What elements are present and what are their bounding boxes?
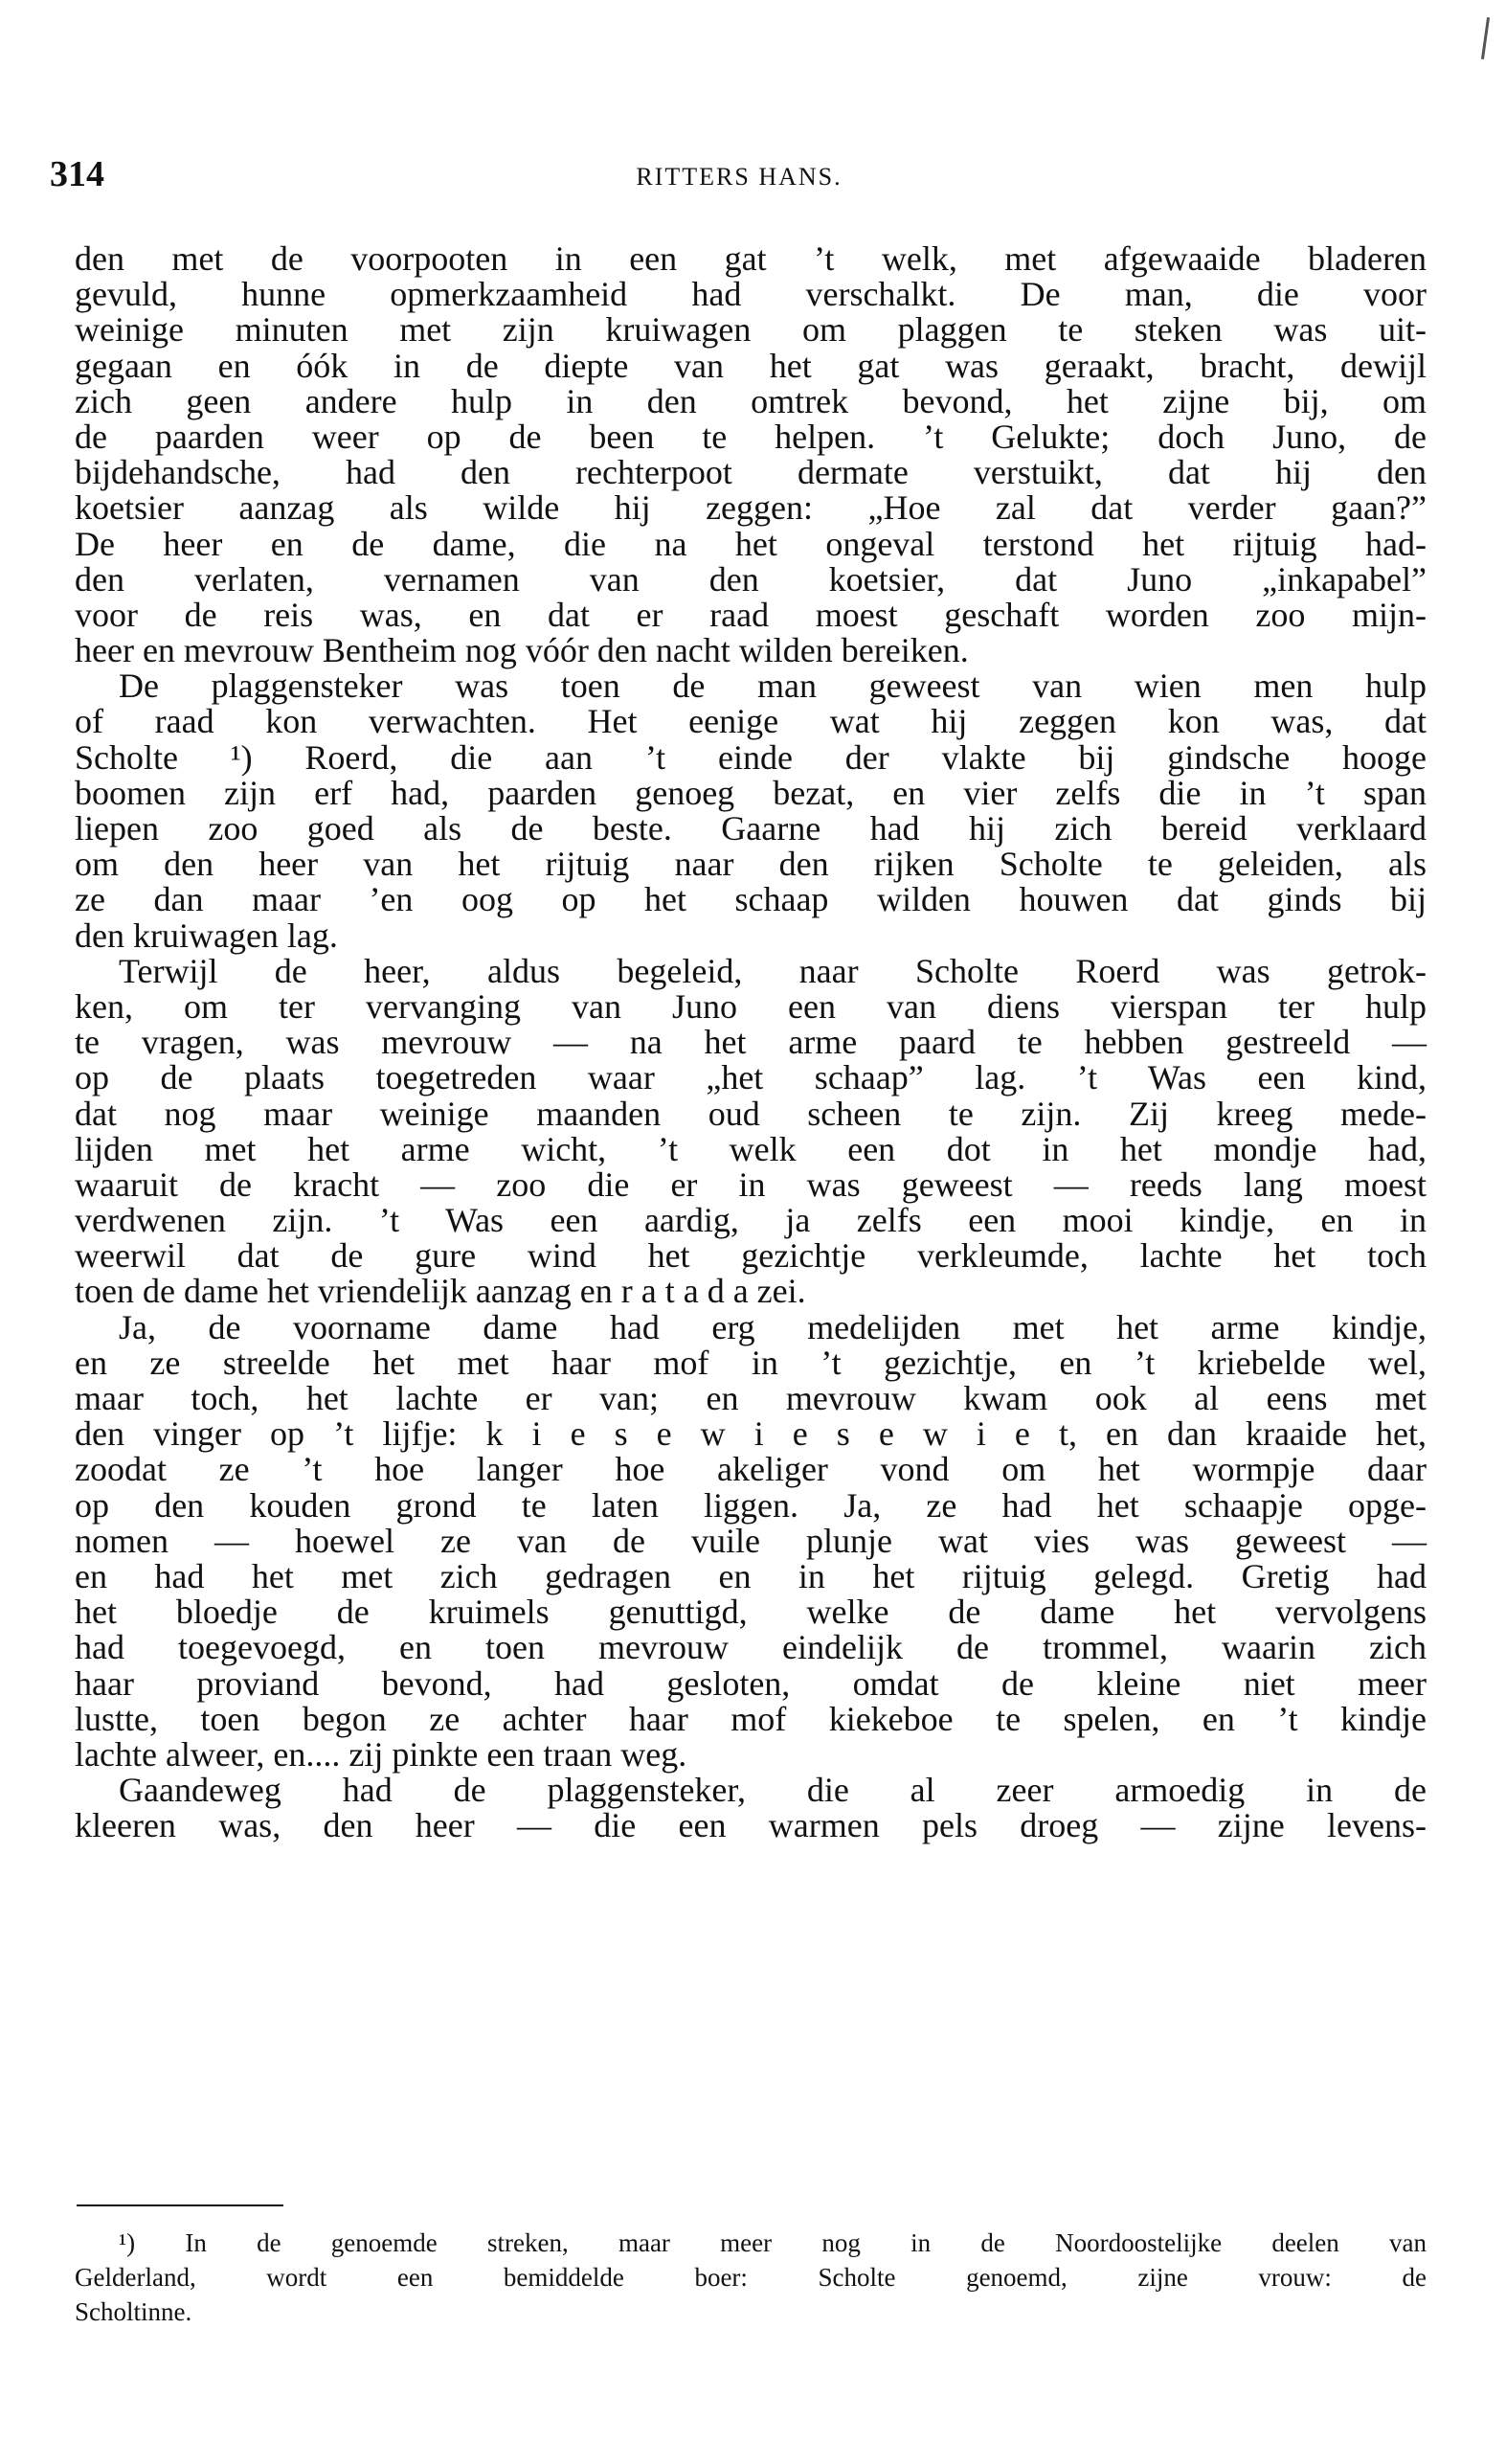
text-line: De heer en de dame, die na het ongeval terstond het rijtuig had- <box>75 524 1427 563</box>
text-line: bijdehandsche, had den rechterpoot dermate verstuikt, dat hij den <box>75 453 1427 492</box>
text-line: De plaggensteker was toen de man geweest van wien men hulp <box>119 667 1427 706</box>
text-line: gegaan en óók in de diepte van het gat was geraakt, bracht, dewijl <box>75 346 1427 385</box>
text-line: den vinger op ’t lijfje: k i e s e w i e s e w i e t, en dan kraaide het, <box>75 1414 1427 1454</box>
text-line: te vragen, was mevrouw — na het arme paard te hebben gestreeld — <box>75 1023 1427 1062</box>
text-line: heer en mevrouw Bentheim nog vóór den nacht wilden bereiken. <box>75 631 969 670</box>
text-line: om den heer van het rijtuig naar den rijken Scholte te geleiden, als <box>75 845 1427 884</box>
text-line: verdwenen zijn. ’t Was een aardig, ja zelfs een mooi kindje, en in <box>75 1201 1427 1240</box>
text-line: den kruiwagen lag. <box>75 916 338 955</box>
text-line: weerwil dat de gure wind het gezichtje verkleumde, lachte het toch <box>75 1236 1427 1276</box>
text-line: de paarden weer op de been te helpen. ’t Gelukte; doch Juno, de <box>75 417 1427 456</box>
text-line: waaruit de kracht — zoo die er in was geweest — reeds lang moest <box>75 1164 1427 1204</box>
text-line: boomen zijn erf had, paarden genoeg bezat, en vier zelfs die in ’t span <box>75 773 1427 812</box>
text-line: maar toch, het lachte er van; en mevrouw kwam ook al eens met <box>75 1379 1427 1417</box>
footnote-divider <box>77 2204 283 2206</box>
text-line: gevuld, hunne opmerkzaamheid had verschalkt. De man, die voor <box>75 275 1427 314</box>
text-line: Scholte ¹) Roerd, die aan ’t einde der vlakte bij gindsche hooge <box>75 737 1427 777</box>
footnote-line: ¹) In de genoemde streken, maar meer nog in de Noordoostelijke deelen van <box>119 2228 1427 2257</box>
footnote-line: Scholtinne. <box>75 2297 192 2326</box>
text-line: Ja, de voorname dame had erg medelijden met het arme kindje, <box>119 1307 1427 1346</box>
text-line: het bloedje de kruimels genuttigd, welke de dame het vervolgens <box>75 1593 1427 1632</box>
text-line: den met de voorpooten in een gat ’t welk, met afgewaaide bladeren <box>75 239 1427 278</box>
footnotes <box>75 2226 1427 2329</box>
text-line: lijden met het arme wicht, ’t welk een dot in het mondje had, <box>75 1129 1427 1168</box>
text-line: en had het met zich gedragen en in het rijtuig gelegd. Gretig had <box>75 1556 1427 1595</box>
margin-pencil-mark <box>1481 17 1490 59</box>
text-line: op de plaats toegetreden waar „het schaap” lag. ’t Was een kind, <box>75 1058 1427 1097</box>
text-line: nomen — hoewel ze van de vuile plunje wat vies was geweest — <box>75 1521 1427 1560</box>
running-title: RITTERS HANS. <box>636 163 843 191</box>
text-line: Gaandeweg had de plaggensteker, die al zeer armoedig in de <box>119 1771 1427 1810</box>
text-line: kleeren was, den heer — die een warmen pels droeg — zijne levens- <box>75 1806 1427 1845</box>
text-line: op den kouden grond te laten liggen. Ja, ze had het schaapje opge- <box>75 1485 1427 1525</box>
text-line: voor de reis was, en dat er raad moest geschaft worden zoo mijn- <box>75 595 1427 634</box>
body-text <box>75 241 1427 1843</box>
text-line: weinige minuten met zijn kruiwagen om plaggen te steken was uit- <box>75 310 1427 350</box>
text-line: Terwijl de heer, aldus begeleid, naar Scholte Roerd was getrok- <box>119 951 1427 990</box>
text-line: dat nog maar weinige maanden oud scheen te zijn. Zij kreeg mede- <box>75 1094 1427 1133</box>
text-line: liepen zoo goed als de beste. Gaarne had hij zich bereid verklaard <box>75 809 1427 848</box>
text-line: lachte alweer, en.... zij pinkte een traan weg. <box>75 1734 687 1774</box>
text-line: ken, om ter vervanging van Juno een van diens vierspan ter hulp <box>75 986 1427 1026</box>
text-line: had toegevoegd, en toen mevrouw eindelijk de trommel, waarin zich <box>75 1628 1427 1667</box>
page-header <box>50 153 1428 201</box>
text-line: koetsier aanzag als wilde hij zeggen: „Hoe zal dat verder gaan?” <box>75 488 1427 528</box>
text-line: ze dan maar ’en oog op het schaap wilden houwen dat ginds bij <box>75 880 1427 919</box>
text-line: haar proviand bevond, had gesloten, omdat de kleine niet meer <box>75 1663 1427 1703</box>
text-line: en ze streelde het met haar mof in ’t gezichtje, en ’t kriebelde wel, <box>75 1343 1427 1382</box>
footnote-line: Gelderland, wordt een bemiddelde boer: Scholte genoemd, zijne vrouw: de <box>75 2263 1427 2292</box>
text-line: zich geen andere hulp in den omtrek bevond, het zijne bij, om <box>75 381 1427 420</box>
page-number: 314 <box>50 154 104 194</box>
text-line: toen de dame het vriendelijk aanzag en r a t a d a zei. <box>75 1272 806 1311</box>
text-line: den verlaten, vernamen van den koetsier, dat Juno „inkapabel” <box>75 559 1427 599</box>
text-line: of raad kon verwachten. Het eenige wat hij zeggen kon was, dat <box>75 702 1427 741</box>
text-line: lustte, toen begon ze achter haar mof kiekeboe te spelen, en ’t kindje <box>75 1699 1427 1738</box>
text-line: zoodat ze ’t hoe langer hoe akeliger vond om het wormpje daar <box>75 1450 1427 1489</box>
